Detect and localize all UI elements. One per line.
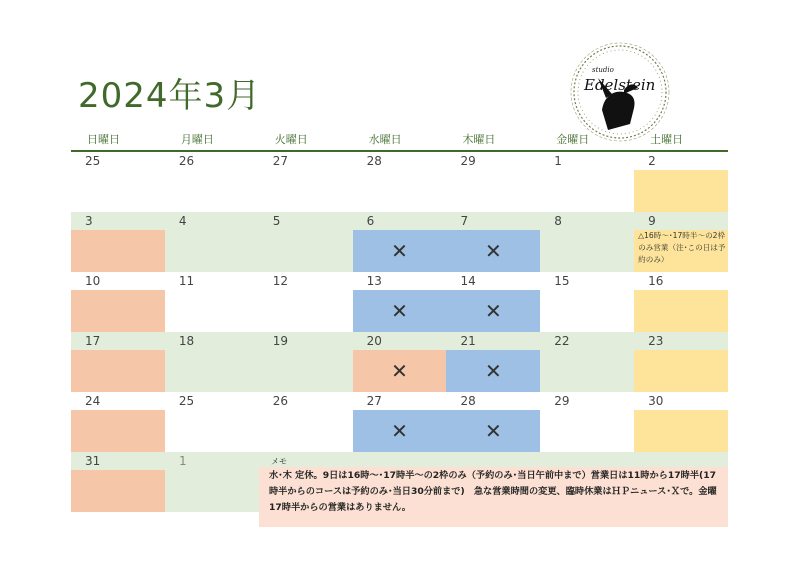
day-cell[interactable] bbox=[259, 392, 353, 452]
day-number: 25 bbox=[178, 394, 195, 408]
day-number: 30 bbox=[648, 394, 664, 408]
day-number: 1 bbox=[554, 154, 562, 168]
day-number: 15 bbox=[554, 274, 570, 288]
day-number: 22 bbox=[554, 334, 570, 348]
day-number: 17 bbox=[85, 334, 101, 348]
day-cell[interactable] bbox=[353, 212, 447, 272]
day-number: 8 bbox=[554, 214, 562, 228]
day-cell[interactable] bbox=[446, 392, 540, 452]
day-number: 26 bbox=[272, 394, 288, 408]
day-number: 4 bbox=[178, 214, 187, 228]
day-number: 16 bbox=[648, 274, 664, 288]
week-row bbox=[71, 452, 728, 512]
day-number: 21 bbox=[460, 334, 476, 348]
day-number: 26 bbox=[178, 154, 195, 168]
closed-mark-icon: ✕ bbox=[484, 419, 502, 443]
day-number: 13 bbox=[366, 274, 382, 288]
day-cell[interactable] bbox=[446, 152, 540, 212]
sunday-band bbox=[71, 470, 165, 512]
day-number: 29 bbox=[554, 394, 570, 408]
day-number: 1 bbox=[179, 454, 187, 468]
week-row bbox=[71, 152, 728, 212]
day-number: 2 bbox=[648, 154, 656, 168]
sunday-band bbox=[71, 410, 165, 452]
day-number: 12 bbox=[272, 274, 288, 288]
day-number: 6 bbox=[366, 214, 375, 228]
day-cell[interactable] bbox=[71, 272, 165, 332]
closed-mark-icon: ✕ bbox=[391, 239, 408, 263]
weekday-mon: 月曜日 bbox=[180, 133, 214, 146]
sunday-band bbox=[71, 230, 165, 272]
day-cell[interactable] bbox=[353, 332, 447, 392]
saturday-band bbox=[634, 290, 728, 332]
day-number: 10 bbox=[85, 274, 101, 288]
memo-text: 水･木 定休。9日は16時～･17時半～の2枠のみ（予約のみ･当日午前中まで）営業日は11時から17時半(17時半からのコースは予約のみ･当日30分前まで) 急な営業時間の変更、臨時休業はＨＰニュース･Ｘで。金曜17時半からの営業はありません。 bbox=[259, 467, 728, 527]
day-cell[interactable] bbox=[165, 152, 259, 212]
day-number: 27 bbox=[366, 394, 382, 408]
week-row bbox=[71, 332, 728, 392]
weekday-thu: 木曜日 bbox=[462, 133, 496, 146]
closed-mark-icon: ✕ bbox=[391, 359, 408, 383]
day-cell[interactable] bbox=[353, 272, 447, 332]
weekday-sun: 日曜日 bbox=[87, 133, 120, 146]
closed-mark-icon: ✕ bbox=[391, 419, 408, 443]
day-cell[interactable] bbox=[71, 452, 165, 512]
day-cell[interactable] bbox=[259, 332, 353, 392]
page-title: 2024年3月 bbox=[78, 76, 262, 116]
day-cell[interactable] bbox=[540, 152, 634, 212]
day-number: 29 bbox=[460, 154, 476, 168]
day-number: 28 bbox=[366, 154, 382, 168]
day-cell[interactable] bbox=[259, 272, 353, 332]
day-number: 19 bbox=[272, 334, 288, 348]
day-cell[interactable] bbox=[71, 332, 165, 392]
week-row bbox=[71, 212, 728, 272]
day-cell[interactable] bbox=[353, 152, 447, 212]
day-cell[interactable] bbox=[634, 152, 728, 212]
calendar-grid bbox=[71, 130, 728, 512]
day-number: 25 bbox=[85, 154, 101, 168]
closed-mark-icon: ✕ bbox=[484, 299, 502, 323]
weekday-tue: 火曜日 bbox=[274, 133, 308, 146]
day-cell[interactable] bbox=[259, 212, 353, 272]
weekday-fri: 金曜日 bbox=[556, 133, 590, 146]
day-cell[interactable] bbox=[71, 392, 165, 452]
day-number: 3 bbox=[85, 214, 93, 228]
day-cell[interactable] bbox=[540, 212, 634, 272]
saturday-note: △16時～･17時半～の2枠のみ営業（注･この日は予約のみ） bbox=[638, 231, 726, 264]
day-cell[interactable] bbox=[165, 452, 259, 512]
day-cell[interactable] bbox=[446, 332, 540, 392]
day-cell[interactable] bbox=[259, 152, 353, 212]
day-number: 7 bbox=[460, 214, 469, 228]
closed-mark-icon: ✕ bbox=[484, 239, 502, 263]
day-number: 27 bbox=[272, 154, 288, 168]
day-number: 31 bbox=[85, 454, 101, 468]
weekday-sat: 土曜日 bbox=[650, 133, 684, 146]
day-number: 5 bbox=[272, 214, 281, 228]
day-cell[interactable] bbox=[165, 212, 259, 272]
day-cell[interactable] bbox=[634, 212, 728, 272]
day-number: 11 bbox=[178, 274, 195, 288]
day-cell[interactable] bbox=[634, 392, 728, 452]
day-cell[interactable] bbox=[353, 392, 447, 452]
sunday-band bbox=[71, 290, 165, 332]
day-cell[interactable] bbox=[165, 332, 259, 392]
week-row bbox=[71, 272, 728, 332]
saturday-band bbox=[634, 350, 728, 392]
day-cell[interactable] bbox=[71, 152, 165, 212]
memo-label: メモ bbox=[271, 457, 287, 466]
logo-name: Edelstein bbox=[584, 76, 656, 94]
day-number: 28 bbox=[460, 394, 476, 408]
day-cell[interactable] bbox=[634, 272, 728, 332]
saturday-band bbox=[634, 170, 728, 212]
logo-studio: studio bbox=[592, 66, 614, 74]
day-number: 14 bbox=[460, 274, 476, 288]
saturday-band bbox=[634, 410, 728, 452]
day-number: 23 bbox=[648, 334, 664, 348]
day-number: 20 bbox=[366, 334, 382, 348]
day-number: 24 bbox=[85, 394, 101, 408]
day-cell[interactable] bbox=[540, 392, 634, 452]
day-cell[interactable] bbox=[446, 212, 540, 272]
day-cell[interactable] bbox=[71, 212, 165, 272]
closed-mark-icon: ✕ bbox=[484, 359, 502, 383]
sunday-band bbox=[71, 350, 165, 392]
weekday-header bbox=[71, 130, 728, 150]
week-row bbox=[71, 392, 728, 452]
day-number: 9 bbox=[648, 214, 656, 228]
day-cell[interactable] bbox=[165, 392, 259, 452]
day-cell[interactable] bbox=[446, 272, 540, 332]
day-cell[interactable] bbox=[165, 272, 259, 332]
closed-mark-icon: ✕ bbox=[391, 299, 408, 323]
weekday-wed: 水曜日 bbox=[368, 133, 402, 146]
day-number: 18 bbox=[178, 334, 195, 348]
day-cell[interactable] bbox=[634, 332, 728, 392]
day-cell[interactable] bbox=[540, 272, 634, 332]
day-cell[interactable] bbox=[540, 332, 634, 392]
